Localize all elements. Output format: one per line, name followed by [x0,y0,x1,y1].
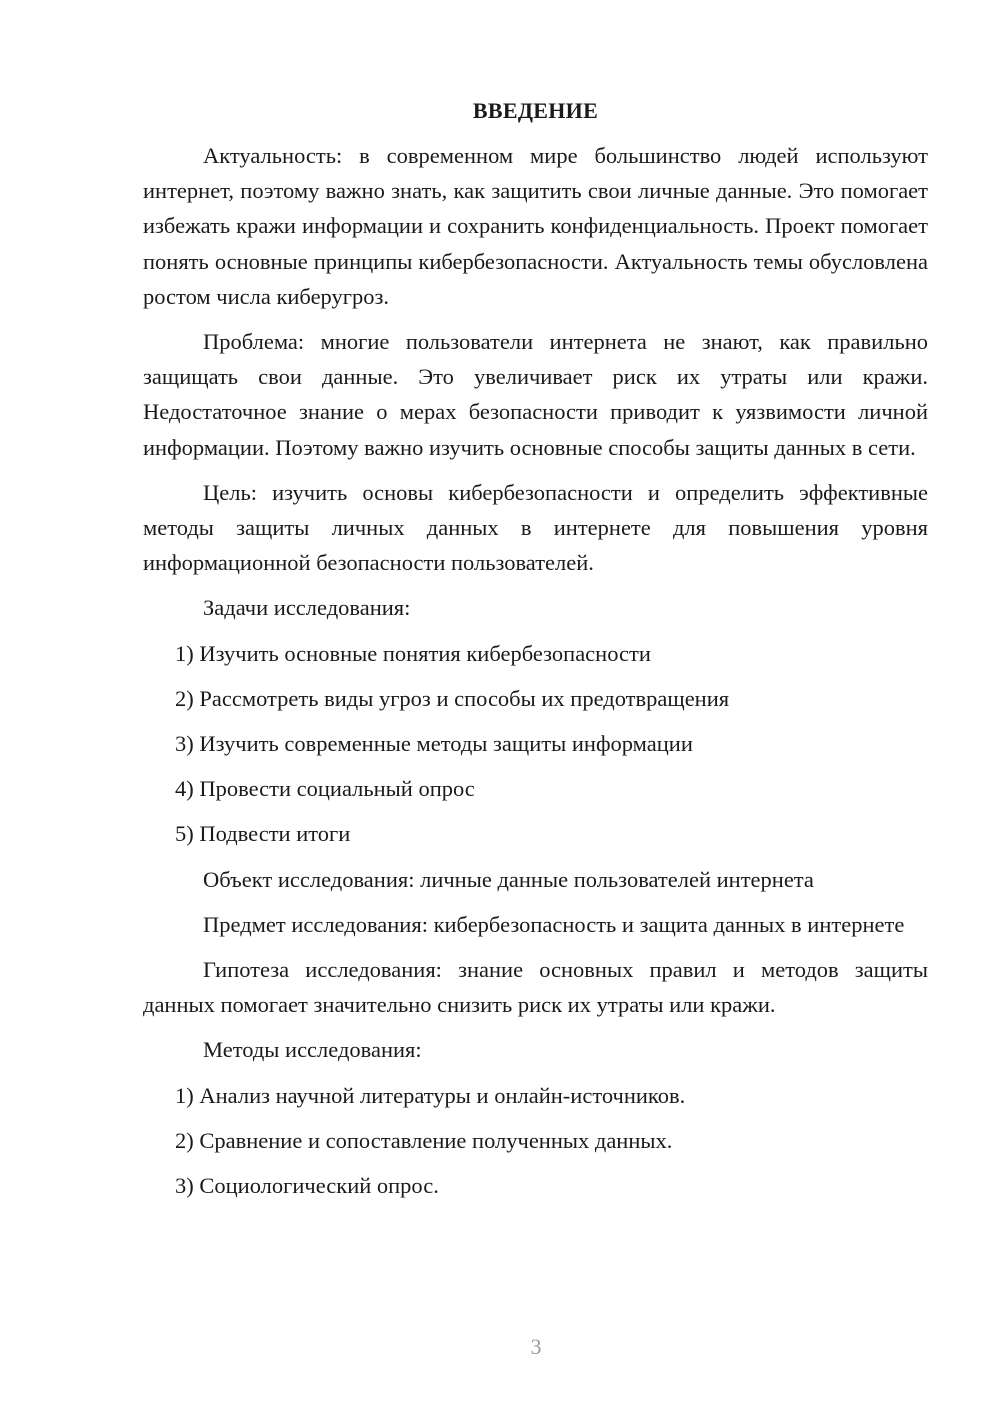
object-paragraph: Объект исследования: личные данные пользователей интернета [203,866,814,892]
tasks-list [143,636,928,852]
subject-paragraph: Предмет исследования: кибербезопасность и защита данных в интернете [203,911,905,937]
problem-paragraph: Проблема: многие пользователи интернета не знают, как правильно защищать свои данные. Это увеличивает риск их утраты или кражи. Недостаточное знание о мерах безопасности приводит к уязвимости личной информации. Поэтому важно изучить основные способы защиты данных в сети. [143,329,928,460]
list-item: 1) Анализ научной литературы и онлайн-источников. [175,1082,686,1108]
document-body [143,96,928,1213]
list-item: 5) Подвести итоги [175,821,351,847]
list-item: 1) Изучить основные понятия кибербезопасности [175,640,651,666]
relevance-paragraph: Актуальность: в современном мире большинство людей используют интернет, поэтому важно знать, как защитить свои личные данные. Это помогает избежать кражи информации и сохранить конфиденциальность. Проект помогает понять основные принципы кибербезопасности. Актуальность темы обусловлена ростом числа киберугроз. [143,143,928,309]
page-number: 3 [530,1334,542,1359]
list-item: 4) Провести социальный опрос [175,776,475,802]
list-item: 3) Социологический опрос. [175,1173,439,1199]
section-title: ВВЕДЕНИЕ [472,98,599,123]
list-item: 2) Сравнение и сопоставление полученных данных. [175,1127,673,1153]
hypothesis-paragraph: Гипотеза исследования: знание основных правил и методов защиты данных помогает значительно снизить риск их утраты или кражи. [143,957,928,1018]
goal-paragraph: Цель: изучить основы кибербезопасности и определить эффективные методы защиты личных данных в интернете для повышения уровня информационной безопасности пользователей. [143,479,928,576]
list-item: 2) Рассмотреть виды угроз и способы их предотвращения [175,685,730,711]
tasks-heading: Задачи исследования: [203,595,411,621]
list-item: 3) Изучить современные методы защиты информации [175,731,693,757]
methods-list [143,1078,928,1204]
methods-heading: Методы исследования: [203,1037,422,1063]
